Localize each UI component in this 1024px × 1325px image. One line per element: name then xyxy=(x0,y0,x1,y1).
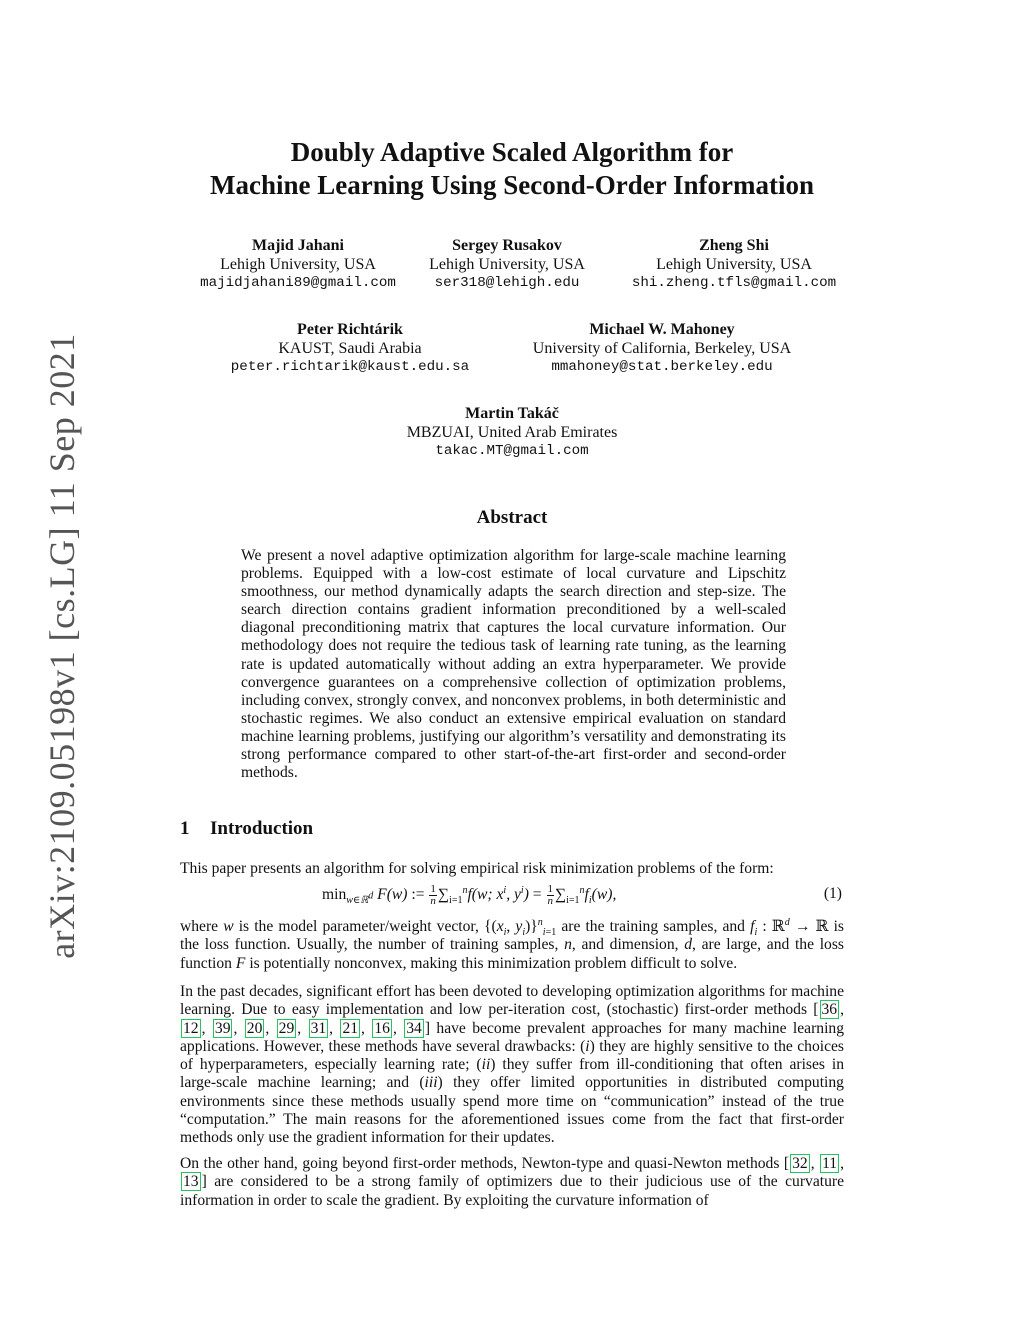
author-block xyxy=(512,320,812,377)
abstract-text: We present a novel adaptive optimization algorithm for large-scale machine learning problems. Equipped with a low-cost estimate of local curvature and Lipschitz smoothness, our method dynamically adapts the search direction and step-size. The search direction contains gradient information preconditioned by a well-scaled diagonal preconditioning matrix that captures the local curvature information. Our methodology does not require the tedious task of learning rate tuning, as the learning rate is updated automatically without adding an extra hyperparameter. We provide convergence guarantees on a comprehensive collection of optimization problems, including convex, strongly convex, and nonconvex problems, in both deterministic and stochastic regimes. We also conduct an extensive empirical evaluation on standard machine learning problems, justifying our algorithm’s versatility and demonstrating its strong performance compared to other start-of-the-art first-order and second-order methods. xyxy=(241,547,786,782)
author-name: Zheng Shi xyxy=(699,237,769,254)
author-name: Michael W. Mahoney xyxy=(589,321,735,338)
author-email[interactable]: peter.richtarik@kaust.edu.sa xyxy=(230,359,470,375)
citation-link[interactable]: 11 xyxy=(822,1155,838,1172)
author-name: Sergey Rusakov xyxy=(452,237,562,254)
section-title: Introduction xyxy=(210,818,314,839)
citation-link[interactable]: 34 xyxy=(406,1019,422,1037)
author-block xyxy=(382,404,642,461)
author-affiliation: Lehigh University, USA xyxy=(429,256,585,273)
intro-paragraph-3: In the past decades, significant effort has been devoted to developing optimization algorithms for machine learning. Due to easy implementation and low per-iteration cost, (stochastic) first-order methods [ 36 , 12 , 39 , 20 , 29 , 31 , 21 , 16 , 34 ] have become prevalent approaches for many machine learning applications. However, these methods have several drawbacks: (i) they are highly sensitive to the choices of hyperparameters, especially learning rate; (ii) they suffer from ill-conditioning that often arises in large-scale machine learning; and (iii) they offer limited opportunities in distributed computing environments since these methods usually spend more time on “communication” instead of the true “computation.” The main reasons for the aforementioned issues come from the fact that first-order methods only use the gradient information for their updates. xyxy=(180,983,845,1147)
intro-paragraph-2: where w is the model parameter/weight vector, {($x_i$, $y_i)\}^n_{i=1}$ are the training samples, and $f_i$ : ℝ$^d$ → ℝ is the loss function. Usually, the number of training samples, n, and dimension, d, are large, and the loss function F is potentially nonconvex, making this minimization problem difficult to solve. xyxy=(180,916,844,972)
citation-link[interactable]: 20 xyxy=(246,1019,263,1037)
author-email[interactable]: ser318@lehigh.edu xyxy=(434,275,580,291)
citation-link[interactable]: 31 xyxy=(310,1019,327,1037)
author-block xyxy=(604,236,864,293)
citation-link[interactable]: 39 xyxy=(214,1019,231,1037)
citation-link[interactable]: 36 xyxy=(821,1001,838,1019)
citation-link[interactable]: 32 xyxy=(792,1155,808,1172)
author-affiliation: KAUST, Saudi Arabia xyxy=(278,340,422,357)
author-name: Peter Richtárik xyxy=(297,321,403,338)
citation-link[interactable]: 21 xyxy=(342,1019,359,1037)
author-email[interactable]: mmahoney@stat.berkeley.edu xyxy=(551,359,773,375)
author-affiliation: Lehigh University, USA xyxy=(220,256,376,273)
equation-expression: $\min_{w\in ℝ^d} F(w)$ := $\frac{1}{n}$ $\sum_{i=1}^nf(w$; $x^i$, $y^i$) = $\frac{1}{n}$ $\sum_{i=1}^nf_i(w)$, xyxy=(322,883,617,907)
author-name: Majid Jahani xyxy=(251,237,344,254)
citation-link[interactable]: 29 xyxy=(278,1019,295,1037)
author-name: Martin Takáč xyxy=(465,405,559,422)
section-number: 1 xyxy=(180,818,190,839)
author-email[interactable]: majidjahani89@gmail.com xyxy=(200,275,396,291)
author-email[interactable]: takac.MT@gmail.com xyxy=(435,443,589,459)
section-heading xyxy=(180,818,313,840)
paper-title xyxy=(150,136,874,202)
arxiv-identifier: arXiv:2109.05198v1 [cs.LG] 11 Sep 2021 xyxy=(42,333,82,959)
author-affiliation: MBZUAI, United Arab Emirates xyxy=(406,424,618,441)
author-email[interactable]: shi.zheng.tfls@gmail.com xyxy=(631,275,837,291)
author-block xyxy=(377,236,637,293)
title-line-2: Machine Learning Using Second-Order Information xyxy=(209,170,814,200)
abstract-heading: Abstract xyxy=(476,507,548,528)
citation-link[interactable]: 13 xyxy=(183,1173,199,1191)
citation-link[interactable]: 16 xyxy=(374,1019,390,1037)
author-affiliation: Lehigh University, USA xyxy=(656,256,812,273)
author-affiliation: University of California, Berkeley, USA xyxy=(532,340,792,357)
equation-number: (1) xyxy=(823,885,842,902)
intro-paragraph-4: On the other hand, going beyond first-order methods, Newton-type and quasi-Newton methods [ 32 , 11 , 13 ] are considered to be a strong family of optimizers due to their judicious use of the curvature information in order to scale the gradient. By exploiting the curvature information of xyxy=(180,1155,844,1209)
intro-paragraph-1: This paper presents an algorithm for solving empirical risk minimization problems of the form: xyxy=(180,860,774,877)
author-block xyxy=(220,320,480,377)
citation-link[interactable]: 12 xyxy=(183,1019,199,1037)
title-line-1: Doubly Adaptive Scaled Algorithm for xyxy=(290,137,734,167)
